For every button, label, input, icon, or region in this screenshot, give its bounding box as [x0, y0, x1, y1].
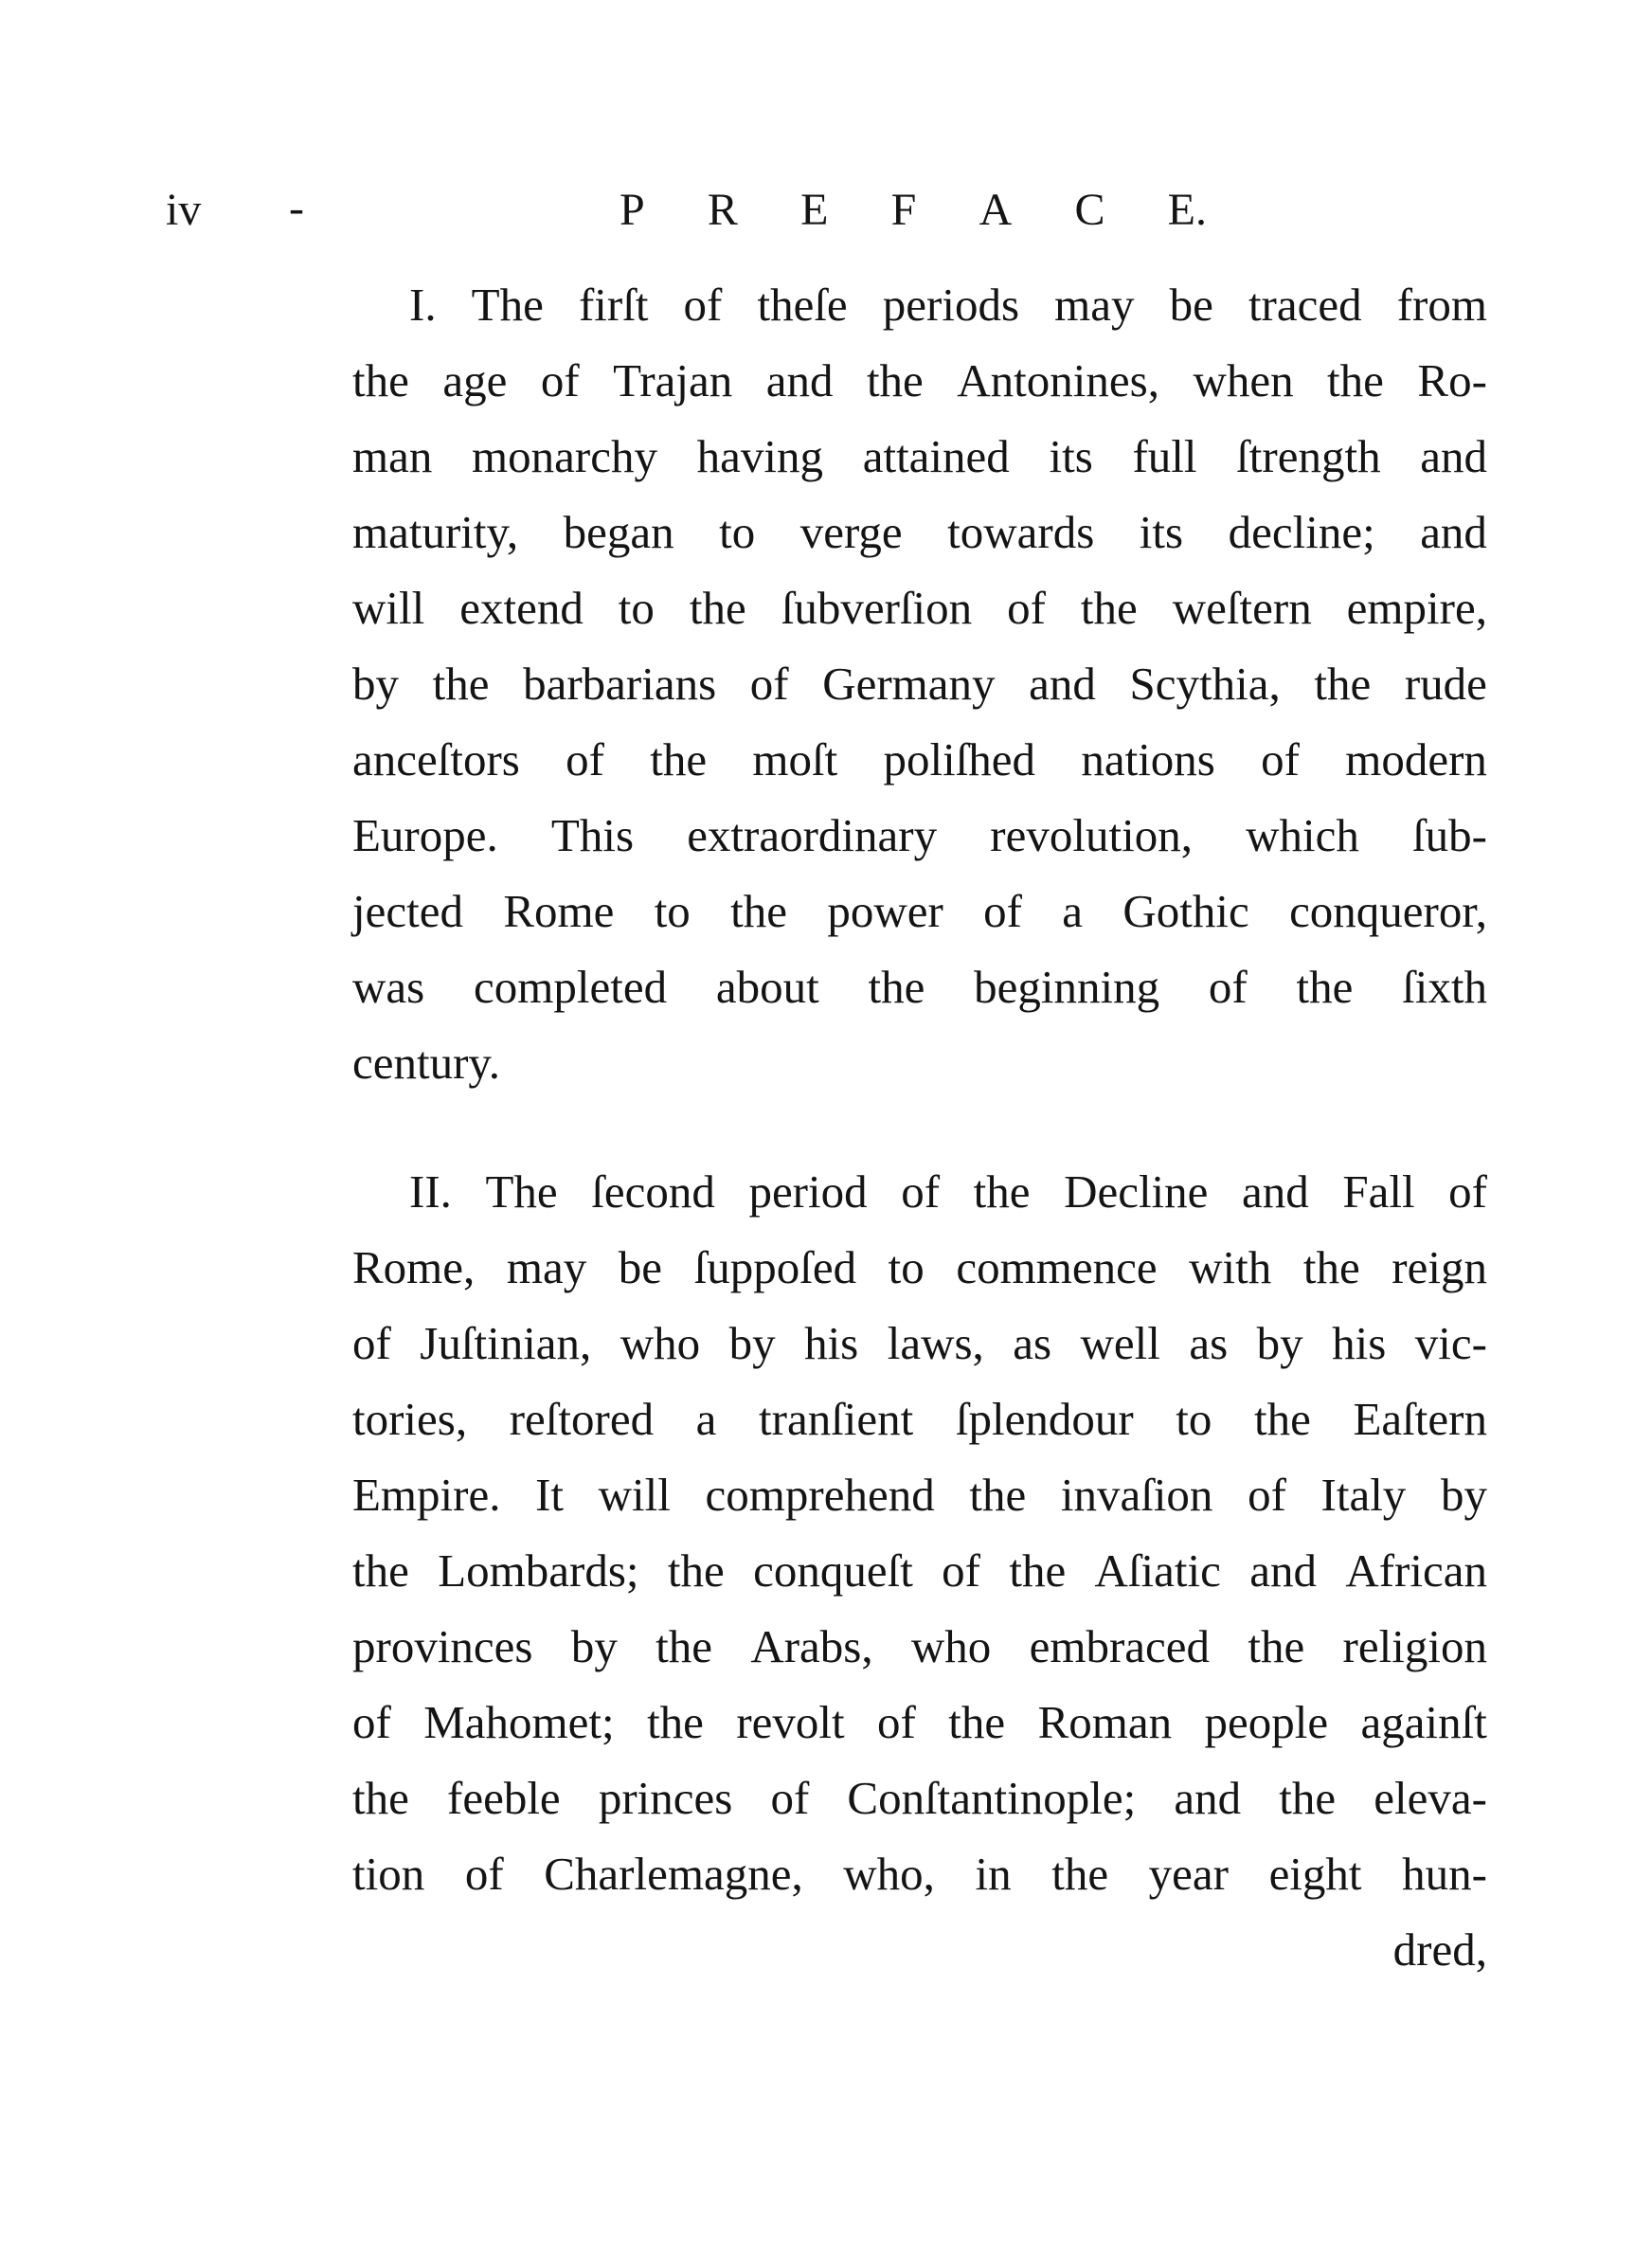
word: to — [618, 582, 655, 634]
word: a — [1062, 885, 1084, 937]
word: man — [352, 430, 433, 482]
word: period — [748, 1165, 868, 1218]
running-head-letter: A — [979, 185, 1013, 235]
word: the — [973, 1165, 1031, 1218]
text-line: century. — [352, 1037, 500, 1089]
word: weſtern — [1172, 582, 1312, 634]
word: tion — [352, 1848, 425, 1900]
word: of — [683, 279, 723, 331]
word: of — [1261, 733, 1300, 785]
text-line — [352, 267, 1487, 343]
word: the — [1051, 1848, 1109, 1900]
word: poliſhed — [883, 733, 1036, 785]
word: jected — [352, 885, 463, 937]
word: verge — [799, 506, 903, 558]
word: may — [1054, 279, 1135, 331]
word: who — [620, 1317, 701, 1369]
word: of — [1208, 961, 1248, 1013]
word: year — [1148, 1848, 1229, 1900]
word: the — [650, 733, 708, 785]
word: and — [1249, 1544, 1317, 1597]
word: This — [550, 809, 635, 861]
word: from — [1396, 279, 1487, 331]
word: the — [352, 1772, 409, 1824]
word: of — [1248, 1469, 1286, 1521]
word: anceſtors — [352, 733, 520, 785]
word: invaſion — [1060, 1469, 1213, 1521]
page-number: iv — [166, 185, 202, 235]
word: his — [1332, 1317, 1387, 1369]
word: Aſiatic — [1094, 1544, 1221, 1597]
word: will — [598, 1469, 671, 1521]
word: the — [969, 1469, 1027, 1521]
word: vic- — [1414, 1317, 1487, 1369]
word: The — [471, 279, 544, 331]
word: Antonines, — [957, 354, 1159, 406]
word: may — [506, 1241, 587, 1293]
word: was — [352, 961, 425, 1013]
word: Charlemagne, — [544, 1848, 803, 1900]
word: reign — [1392, 1241, 1487, 1293]
running-head-letter: E — [800, 185, 829, 235]
word: Rome, — [352, 1241, 476, 1293]
running-head-letter: F — [890, 185, 917, 235]
word: Decline — [1064, 1165, 1209, 1218]
word: princes — [598, 1772, 733, 1824]
catchword: dred, — [1392, 1923, 1487, 1976]
word: by — [728, 1317, 776, 1369]
word: revolution, — [990, 809, 1193, 861]
word: Gothic — [1122, 885, 1249, 937]
word: Lombards; — [438, 1544, 639, 1597]
word: Eaſtern — [1353, 1393, 1487, 1445]
text-line — [352, 646, 1487, 722]
text-line — [352, 722, 1487, 798]
word: be — [1169, 279, 1213, 331]
word: of — [352, 1317, 391, 1369]
word: nations — [1081, 733, 1215, 785]
running-head-letter: P — [620, 185, 645, 235]
word: of — [983, 885, 1022, 937]
text-line — [352, 798, 1487, 874]
running-head-letter: R — [707, 185, 738, 235]
word: age — [442, 354, 508, 406]
word: African — [1345, 1544, 1487, 1597]
word: of — [464, 1848, 504, 1900]
text-line — [352, 1154, 1487, 1230]
word: of — [352, 1696, 391, 1748]
word: by — [1440, 1469, 1487, 1521]
word: commence — [956, 1241, 1158, 1293]
text-line — [352, 1381, 1487, 1457]
word: Trajan — [613, 354, 733, 406]
word: modern — [1345, 733, 1487, 785]
text-line — [352, 419, 1487, 495]
word: tories, — [352, 1393, 468, 1445]
word: beginning — [974, 961, 1160, 1013]
running-head-letter: C — [1074, 185, 1105, 235]
word: of — [540, 354, 580, 406]
header-dash: - — [289, 183, 304, 233]
word: and — [1420, 506, 1487, 558]
word: its — [1049, 430, 1093, 482]
word: of — [901, 1165, 941, 1218]
word: rude — [1404, 658, 1487, 710]
word: in — [975, 1848, 1012, 1900]
word: the — [1314, 658, 1372, 710]
word: empire, — [1346, 582, 1487, 634]
word: maturity, — [352, 506, 519, 558]
word: and — [1420, 430, 1487, 482]
word: Fall — [1342, 1165, 1415, 1218]
word: ſixth — [1402, 961, 1487, 1013]
text-line — [352, 1609, 1487, 1685]
word: will — [352, 582, 425, 634]
word: towards — [947, 506, 1095, 558]
word: to — [1176, 1393, 1212, 1445]
word: religion — [1342, 1620, 1487, 1672]
word: conqueror, — [1289, 885, 1487, 937]
word: attained — [862, 430, 1010, 482]
word: revolt — [736, 1696, 845, 1748]
word: the — [948, 1696, 1006, 1748]
word: be — [618, 1241, 663, 1293]
word: who — [910, 1620, 992, 1672]
word: and — [765, 354, 834, 406]
word: Arabs, — [750, 1620, 873, 1672]
word: of — [770, 1772, 810, 1824]
word: eleva- — [1374, 1772, 1487, 1824]
word: Italy — [1320, 1469, 1407, 1521]
paragraph-second-period — [352, 1154, 1487, 1988]
word: and — [1174, 1772, 1242, 1824]
word: having — [696, 430, 824, 482]
word: and — [1242, 1165, 1309, 1218]
word: periods — [882, 279, 1020, 331]
word: his — [804, 1317, 859, 1369]
word: It — [535, 1469, 565, 1521]
text-line — [352, 1306, 1487, 1381]
word: of — [942, 1544, 980, 1597]
word: the — [1279, 1772, 1337, 1824]
word: which — [1246, 809, 1359, 861]
text-line — [352, 570, 1487, 646]
word: the — [1009, 1544, 1067, 1597]
word: extraordinary — [687, 809, 938, 861]
word: to — [654, 885, 691, 937]
word: ſub- — [1412, 809, 1487, 861]
word: as — [1013, 1317, 1052, 1369]
word: tranſient — [759, 1393, 914, 1445]
word: full — [1132, 430, 1197, 482]
word: power — [827, 885, 943, 937]
word: ſuppoſed — [693, 1241, 857, 1293]
word: the — [1254, 1393, 1311, 1445]
word: by — [570, 1620, 618, 1672]
word: the — [868, 961, 925, 1013]
word: the — [1296, 961, 1354, 1013]
word: when — [1193, 354, 1294, 406]
word: the — [647, 1696, 704, 1748]
word: ſubverſion — [781, 582, 973, 634]
text-line — [352, 1760, 1487, 1836]
word: Europe. — [352, 809, 498, 861]
text-line — [352, 874, 1487, 949]
word: Roman — [1037, 1696, 1173, 1748]
word: completed — [473, 961, 668, 1013]
word: as — [1189, 1317, 1229, 1369]
word: barbarians — [523, 658, 717, 710]
text-line — [352, 1836, 1487, 1912]
text-line — [352, 1457, 1487, 1533]
text-line — [352, 949, 1487, 1025]
word: feeble — [447, 1772, 561, 1824]
word: the — [1327, 354, 1384, 406]
word: Rome — [503, 885, 615, 937]
word: the — [1080, 582, 1138, 634]
word: Mahomet; — [423, 1696, 615, 1748]
word: eight — [1268, 1848, 1362, 1900]
word: the — [730, 885, 788, 937]
word: The — [485, 1165, 558, 1218]
word: againſt — [1360, 1696, 1487, 1748]
word: the — [689, 582, 746, 634]
word: by — [352, 658, 399, 710]
word: people — [1204, 1696, 1329, 1748]
word: a — [695, 1393, 717, 1445]
word: I. — [409, 279, 437, 331]
word: traced — [1248, 279, 1362, 331]
word: and — [1029, 658, 1096, 710]
word: hun- — [1402, 1848, 1487, 1900]
word: to — [719, 506, 756, 558]
word: by — [1256, 1317, 1303, 1369]
word: comprehend — [705, 1469, 935, 1521]
word: Juſtinian, — [420, 1317, 592, 1369]
text-line — [352, 343, 1487, 419]
word: the — [352, 354, 409, 406]
text-line — [352, 1533, 1487, 1609]
word: of — [1448, 1165, 1487, 1218]
word: provinces — [352, 1620, 533, 1672]
word: of — [566, 733, 604, 785]
word: theſe — [757, 279, 848, 331]
word: the — [655, 1620, 712, 1672]
word: laws, — [887, 1317, 984, 1369]
paragraph-first-period — [352, 267, 1487, 1101]
word: conqueſt — [753, 1544, 913, 1597]
word: embraced — [1029, 1620, 1211, 1672]
word: Ro- — [1417, 354, 1487, 406]
word: ſecond — [591, 1165, 715, 1218]
word: the — [667, 1544, 725, 1597]
word: of — [1007, 582, 1046, 634]
word: the — [352, 1544, 409, 1597]
word: ſtrength — [1236, 430, 1381, 482]
word: well — [1080, 1317, 1160, 1369]
text-line — [352, 1230, 1487, 1306]
word: reſtored — [509, 1393, 655, 1445]
word: moſt — [752, 733, 838, 785]
word: the — [866, 354, 924, 406]
word: II. — [409, 1165, 452, 1218]
word: who, — [843, 1848, 935, 1900]
word: ſplendour — [955, 1393, 1134, 1445]
word: the — [432, 658, 490, 710]
word: Germany — [822, 658, 996, 710]
word: Conſtantinople; — [847, 1772, 1137, 1824]
word: extend — [459, 582, 584, 634]
running-head — [620, 185, 1207, 235]
word: of — [749, 658, 789, 710]
word: Empire. — [352, 1469, 501, 1521]
running-head-letter: E. — [1167, 185, 1207, 235]
text-line — [352, 1685, 1487, 1760]
word: to — [888, 1241, 925, 1293]
word: the — [1248, 1620, 1305, 1672]
word: its — [1139, 506, 1184, 558]
word: firſt — [578, 279, 649, 331]
word: with — [1189, 1241, 1272, 1293]
word: about — [715, 961, 819, 1013]
text-line — [352, 495, 1487, 570]
word: of — [877, 1696, 916, 1748]
word: monarchy — [472, 430, 657, 482]
word: Scythia, — [1129, 658, 1281, 710]
word: the — [1302, 1241, 1360, 1293]
word: began — [563, 506, 674, 558]
word: decline; — [1228, 506, 1375, 558]
